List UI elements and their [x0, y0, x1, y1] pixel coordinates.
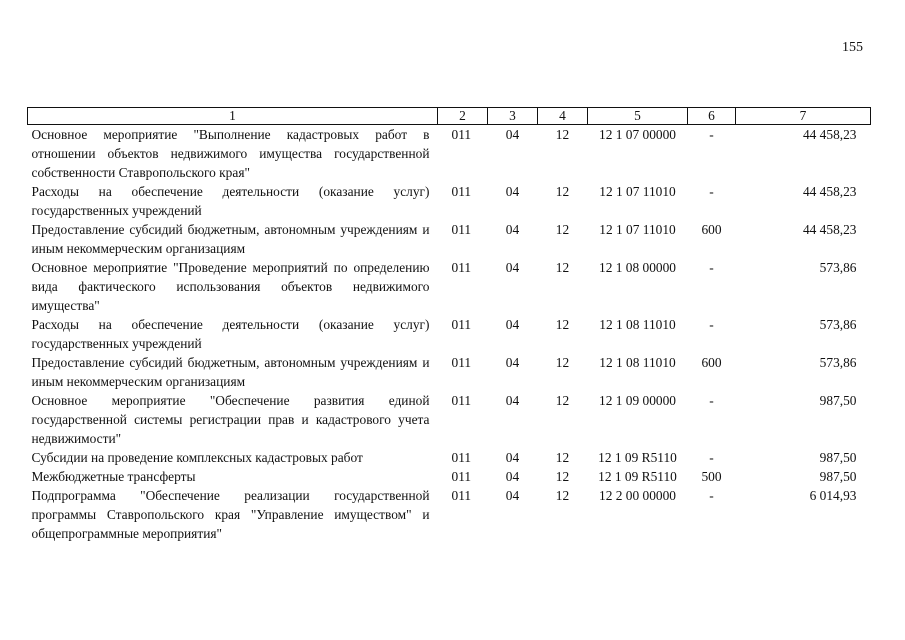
row-expense-type: 500: [701, 469, 722, 484]
page-number: 155: [842, 40, 863, 55]
row-amount: 987,50: [819, 450, 857, 465]
table-row: [28, 353, 871, 391]
row-section: 04: [505, 450, 520, 465]
row-name: Основное мероприятие "Проведение мероприятий по определению вида фактического использования объектов недвижимого имущества": [31, 260, 430, 313]
row-name: Межбюджетные трансферты: [31, 469, 196, 484]
row-expense-type: 600: [701, 222, 722, 237]
table-row: [28, 125, 871, 183]
row-ministry-code: 011: [451, 127, 472, 142]
row-amount: 987,50: [819, 469, 857, 484]
table-row: [28, 182, 871, 220]
row-target-article: 12 1 08 11010: [599, 317, 676, 332]
table-row: [28, 220, 871, 258]
row-section: 04: [505, 393, 520, 408]
row-ministry-code: 011: [451, 393, 472, 408]
table-row: [28, 391, 871, 448]
row-name: Расходы на обеспечение деятельности (оказание услуг) государственных учреждений: [31, 184, 430, 218]
row-expense-type: -: [709, 450, 714, 465]
row-ministry-code: 011: [451, 450, 472, 465]
column-header-ministry: 2: [438, 108, 488, 125]
row-subsection: 12: [555, 222, 570, 237]
row-subsection: 12: [555, 355, 570, 370]
column-header-subsection: 4: [538, 108, 588, 125]
row-target-article: 12 1 07 11010: [599, 184, 676, 199]
table-row: [28, 467, 871, 486]
row-expense-type: -: [709, 488, 714, 503]
row-name: Подпрограмма "Обеспечение реализации государственной программы Ставропольского края "Управление имуществом" и общепрограммные мероприятия": [31, 488, 430, 541]
row-target-article: 12 1 09 00000: [599, 393, 676, 408]
row-expense-type: -: [709, 184, 714, 199]
table-header-row: [28, 108, 871, 125]
row-section: 04: [505, 184, 520, 199]
row-ministry-code: 011: [451, 317, 472, 332]
row-amount: 44 458,23: [802, 127, 857, 142]
row-section: 04: [505, 127, 520, 142]
row-name: Основное мероприятие "Обеспечение развития единой государственной системы регистрации прав и кадастрового учета недвижимости": [31, 393, 430, 446]
row-amount: 573,86: [819, 317, 857, 332]
row-expense-type: -: [709, 393, 714, 408]
row-amount: 987,50: [819, 393, 857, 408]
row-section: 04: [505, 488, 520, 503]
column-header-target-article: 5: [588, 108, 688, 125]
table-row: [28, 448, 871, 467]
row-name: Предоставление субсидий бюджетным, автономным учреждениям и иным некоммерческим организациям: [31, 355, 430, 389]
row-amount: 573,86: [819, 355, 857, 370]
row-subsection: 12: [555, 450, 570, 465]
row-subsection: 12: [555, 393, 570, 408]
row-target-article: 12 1 09 R5110: [598, 469, 677, 484]
row-subsection: 12: [555, 317, 570, 332]
row-subsection: 12: [555, 488, 570, 503]
row-ministry-code: 011: [451, 488, 472, 503]
column-header-amount: 7: [736, 108, 871, 125]
table-row: [28, 258, 871, 315]
row-ministry-code: 011: [451, 222, 472, 237]
row-target-article: 12 1 08 11010: [599, 355, 676, 370]
row-target-article: 12 1 07 00000: [599, 127, 676, 142]
row-subsection: 12: [555, 127, 570, 142]
row-section: 04: [505, 355, 520, 370]
row-subsection: 12: [555, 469, 570, 484]
column-header-section: 3: [488, 108, 538, 125]
budget-table: [27, 107, 871, 543]
row-name: Основное мероприятие "Выполнение кадастровых работ в отношении объектов недвижимого имущества государственной собственности Ставропольского края": [31, 127, 430, 180]
row-section: 04: [505, 260, 520, 275]
row-ministry-code: 011: [451, 355, 472, 370]
row-name: Субсидии на проведение комплексных кадастровых работ: [31, 450, 363, 465]
row-expense-type: -: [709, 317, 714, 332]
row-target-article: 12 1 09 R5110: [598, 450, 677, 465]
column-header-expense-type: 6: [688, 108, 736, 125]
row-target-article: 12 2 00 00000: [599, 488, 676, 503]
row-section: 04: [505, 317, 520, 332]
row-expense-type: -: [709, 127, 714, 142]
row-subsection: 12: [555, 260, 570, 275]
table-row: [28, 315, 871, 353]
table-row: [28, 486, 871, 543]
row-amount: 573,86: [819, 260, 857, 275]
row-name: Расходы на обеспечение деятельности (оказание услуг) государственных учреждений: [31, 317, 430, 351]
row-expense-type: -: [709, 260, 714, 275]
row-target-article: 12 1 07 11010: [599, 222, 676, 237]
row-name: Предоставление субсидий бюджетным, автономным учреждениям и иным некоммерческим организациям: [31, 222, 430, 256]
row-amount: 44 458,23: [802, 184, 857, 199]
row-section: 04: [505, 222, 520, 237]
row-ministry-code: 011: [451, 260, 472, 275]
row-expense-type: 600: [701, 355, 722, 370]
row-section: 04: [505, 469, 520, 484]
column-header-name: 1: [28, 108, 438, 125]
row-amount: 44 458,23: [802, 222, 857, 237]
row-ministry-code: 011: [451, 469, 472, 484]
row-subsection: 12: [555, 184, 570, 199]
row-ministry-code: 011: [451, 184, 472, 199]
row-target-article: 12 1 08 00000: [599, 260, 676, 275]
row-amount: 6 014,93: [809, 488, 857, 503]
